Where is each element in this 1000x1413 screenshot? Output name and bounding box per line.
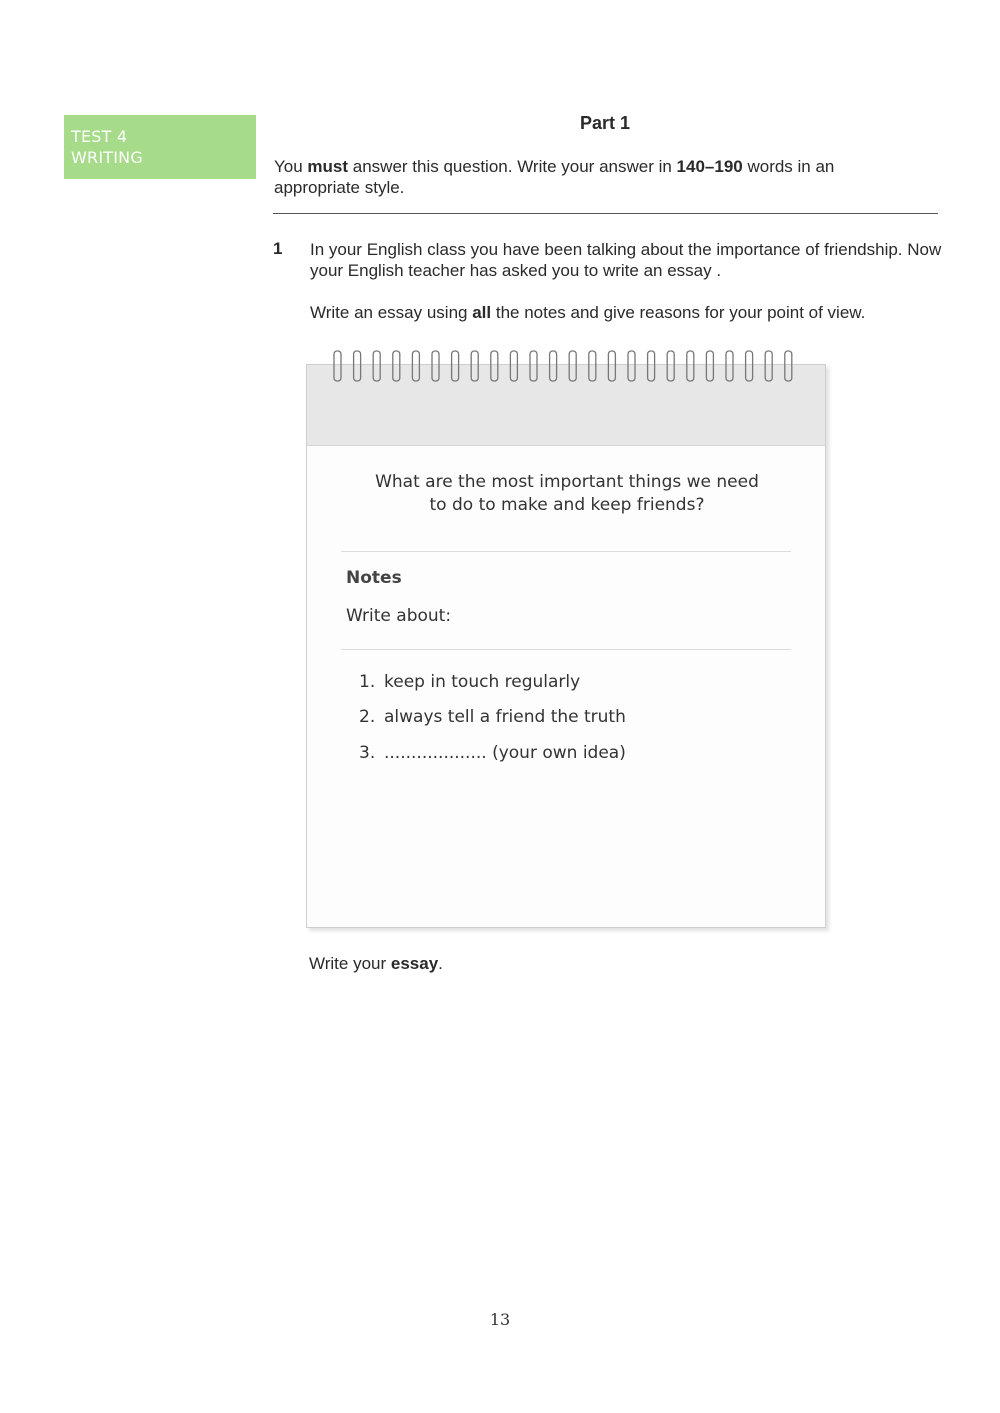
spiral-ring [354, 351, 361, 381]
spiral-ring [648, 351, 655, 381]
page-number: 13 [489, 1310, 511, 1329]
spiral-ring [432, 351, 439, 381]
question-text: In your English class you have been talking about the importance of friendship. Now your English teacher has asked you to write an essay . [310, 240, 942, 280]
spiral-ring [687, 351, 694, 381]
spiral-ring [550, 351, 557, 381]
note-item: 1. keep in touch regularly [359, 672, 581, 692]
part-title: Part 1 [579, 113, 631, 133]
section-tag-test: TEST 4 [71, 127, 128, 146]
spiral-ring [628, 351, 635, 381]
notepad-divider [341, 649, 791, 650]
divider-rule [273, 213, 938, 214]
spiral-ring [608, 351, 615, 381]
spiral-ring [706, 351, 713, 381]
spiral-ring [726, 351, 733, 381]
question-subtask: Write an essay using all the notes and give reasons for your point of view. [310, 303, 866, 322]
notepad [306, 364, 826, 928]
spiral-ring [393, 351, 400, 381]
spiral-binding-icon [330, 348, 810, 384]
notepad-question: What are the most important things we need to do to make and keep friends? [375, 472, 759, 515]
spiral-ring [412, 351, 419, 381]
instruction-text: You must answer this question. Write your answer in 140–190 words in an appropriate style. [274, 157, 835, 197]
spiral-ring [785, 351, 792, 381]
spiral-ring [373, 351, 380, 381]
spiral-ring [471, 351, 478, 381]
section-tag-writing: WRITING [71, 148, 143, 167]
write-about-label: Write about: [346, 606, 452, 626]
spiral-ring [667, 351, 674, 381]
spiral-ring [765, 351, 772, 381]
note-item: 2. always tell a friend the truth [359, 707, 626, 727]
note-item: 3. ................... (your own idea) [359, 743, 626, 763]
question-number: 1 [273, 239, 283, 258]
spiral-ring [334, 351, 341, 381]
closing-instruction: Write your essay. [309, 954, 443, 973]
spiral-ring [491, 351, 498, 381]
spiral-ring [530, 351, 537, 381]
spiral-ring [452, 351, 459, 381]
section-tag [64, 115, 256, 179]
notes-title: Notes [346, 568, 402, 588]
notepad-divider [341, 551, 791, 552]
spiral-ring [589, 351, 596, 381]
spiral-ring [569, 351, 576, 381]
spiral-ring [746, 351, 753, 381]
spiral-ring [510, 351, 517, 381]
